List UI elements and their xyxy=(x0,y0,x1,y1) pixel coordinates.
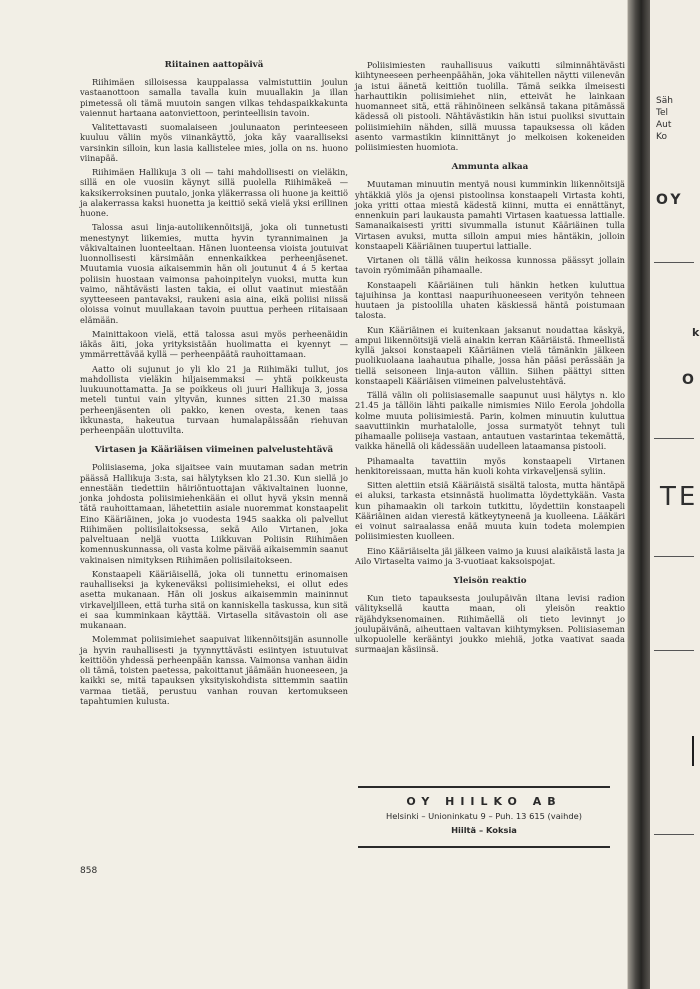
ad-products: Hiiltä – Koksia xyxy=(451,825,517,835)
page-gutter xyxy=(628,0,650,989)
paragraph: Pihamaalta tavattiin myös konstaapeli Virtanen henkitoreissaan, mutta hän kuoli kohta virkaveljensä syliin. xyxy=(355,455,625,476)
paragraph: Sitten alettiin etsiä Kääriäistä sisältä talosta, mutta häntäpä ei aluksi, tarkasta etsinnästä huolimatta löydettykään. Vasta kun pihamaakin oli tarkoin tutkittu, löydettiin konstaapeli Kääriäinen aidan vierestä kätkeytyneenä ja kuolleena. Lääkäri ei voinut sairaalassa enää muuta kuin todeta molempien poliisimiesten kuolleen. xyxy=(355,480,625,542)
ad-address: Helsinki – Unioninkatu 9 – Puh. 13 615 (vaihde) xyxy=(386,811,582,821)
paragraph: Riihimäen Hallikuja 3 oli — tahi mahdollisesti on vieläkin, sillä en ole vuosiin käynyt sillä puolella Riihimäkeä — kaksikerroksinen puutalo, jonka yläkerrassa oli huone ja keittiö ja alakerrassa kaksi huonetta ja keittiö sekä vielä yksi erillinen huone. xyxy=(80,167,348,218)
section-heading: Riitainen aattopäivä xyxy=(164,60,264,70)
paragraph: Mainittakoon vielä, että talossa asui myös perheenäidin iäkäs äiti, joka yrityksistään huolimatta ei kyennyt — ymmärrettävää kyllä — perheenpäätä rauhoittamaan. xyxy=(80,328,348,360)
adjacent-text-fragment: TE xyxy=(660,482,699,512)
right-column xyxy=(355,60,625,659)
adjacent-text-fragment: Säh xyxy=(656,96,673,106)
paragraph: Virtanen oli tällä välin heikossa kunnossa päässyt jollain tavoin ryömimään pihamaalle. xyxy=(355,255,625,276)
paragraph: Riihimäen silloisessa kauppalassa valmistuttiin joulun vastaanottoon samalla tavalla kuin muuallakin ja illan pimetessä oli tämä muutoin sangen vilkas tehdaspaikkakunta vaiennut hartaana aatonviettoon, perinteellisin tavoin. xyxy=(80,77,348,118)
paragraph: Konstaapeli Kääriäinen tuli hänkin hetken kuluttua tajuihinsa ja konttasi naapurihuoneeseen verityön tehneen huutaen ja pistoolilla uhaten käskiessä häntä poistumaan talosta. xyxy=(355,279,625,321)
adjacent-text-fragment: O xyxy=(682,372,694,388)
paragraph: Kun Kääriäinen ei kuitenkaan jaksanut noudattaa käskyä, ampui liikennöitsijä vielä ainakin kerran Kääriäistä. Ihmeellistä kyllä jaksoi konstaapeli Kääriäinen vielä tämänkin jälkeen puolikuolaana laahautua pihalle, jossa hän pääsi perässään ja tiellä seisoneen linja-auton välliin. Siihen päättyi sitten konstaapeli Kääriäisen viimeinen palvelustehtävä. xyxy=(355,324,625,386)
paragraph: Tällä välin oli poliisiasemalle saapunut uusi hälytys n. klo 21.45 ja tällöin lähti paikalle nimismies Niilo Eerola johdolla kolme muuta poliisimiestä. Parin, kolmen minuutin kuluttua saavuttiinkin murhatalolle, jossa surmatyöt tehnyt tuli pihamaalle poliiseja vastaan, antautuen vastarintaa tekemättä, vaikka hänellä oli kädessään uudelleen lataamansa pistooli. xyxy=(355,390,625,452)
adjacent-text-fragment: Ko xyxy=(656,132,667,142)
divider xyxy=(654,834,694,835)
divider xyxy=(654,262,694,263)
section-heading: Ammunta alkaa xyxy=(451,162,529,173)
paragraph: Konstaapeli Kääriäisellä, joka oli tunnettu erinomaisen rauhalliseksi ja kykeneväksi poliisimieheksi, ei ollut edes asetta mukanaan. Hän oli joskus aikaisemmin maininnut virkaveljilleen, että turha sitä on kanniskella taskussa, kun sitä ei saa kumminkaan käyttää. Virtasella sitävastoin oli ase mukanaan. xyxy=(80,568,348,630)
section-heading: Yleisön reaktio xyxy=(453,576,527,586)
section-heading: Virtasen ja Kääriäisen viimeinen palvelustehtävä xyxy=(94,445,334,456)
advertisement xyxy=(358,786,610,848)
adjacent-text-fragment: OY xyxy=(656,192,684,208)
paragraph: Valitettavasti suomalaiseen joulunaaton perinteeseen kuuluu väliin myös viinankäyttö, joka käy vaaralliseksi varsinkin silloin, kun lasia kallistelee mies, jolla on ns. huono viinapää. xyxy=(80,122,348,163)
adjacent-text-fragment: Tel xyxy=(656,108,669,118)
paragraph: Kun tieto tapauksesta joulupäivän iltana levisi radion välityksellä kautta maan, oli yleisön reaktio räjähdyksenomainen. Riihimäellä oli tieto levinnyt jo joulupäivänä, aiheuttaen valtavan kiihtymyksen. Poliisiaseman ulkopuolelle kerääntyi joukko miehiä, jotka vaativat saada surmaajan käsiinsä. xyxy=(355,593,625,655)
paragraph: Eino Kääriäiselta jäi jälkeen vaimo ja kuusi alaikäistä lasta ja Ailo Virtaselta vaimo ja 3-vuotiaat kaksoispojat. xyxy=(355,545,625,566)
divider xyxy=(654,438,694,439)
divider xyxy=(692,736,694,766)
page-number: 858 xyxy=(80,866,98,876)
divider xyxy=(654,650,694,651)
paragraph: Talossa asui linja-autoliikennöitsijä, joka oli tunnetusti menestynyt liikemies, mutta hyvin tyrannimainen ja väkivaltainen luonteeltaan. Hänen luonteensa vioista joutuivat luonnollisesti kärsimään ennenkaikkea perheenjäsenet. Muutamia vuosia aikaisemmin hän oli joutunut 4 á 5 kertaa poliisin huostaan vaimonsa pahoinpitelyn vuoksi, mutta kun vaimo, nähtävästi lasten takia, ei ollut vaatinut miestään syytteeseen pantavaksi, raukeni asia aina, eikä poliisi niissä oloissa voinut muullakaan tavoin puuttua perheen riitaisaan elämään. xyxy=(80,222,348,325)
paragraph: Poliisiasema, joka sijaitsee vain muutaman sadan metrin päässä Hallikuja 3:sta, sai hälytyksen klo 21.30. Kun siellä jo ennestään tiedettiin häiriöntuottajan väkivaltainen luonne, jonka johdosta poliisimiehenkään ei ollut hyvä yksin mennä tätä rauhoittamaan, lähetettiin asiale nuoremmat konstaapelit Eino Kääriäinen, joka jo vuodesta 1945 saakka oli palvellut Riihimäen poliisilaitoksessa, sekä Ailo Virtanen, joka palveltuaan neljä vuotta Liikkuvan Poliisin Riihimäen komennuskunnassa, oli vasta kolme päivää aikaisemmin saanut vakinaisen nimityksen Riihimäen poliisilaitokseen. xyxy=(80,462,348,565)
paragraph: Poliisimiesten rauhallisuus vaikutti silminnähtävästi kiihtyneeseen perheenpäähän, joka vähitellen näytti viilenevän ja istui äänetä keittiön tuolilla. Tämä seikka ilmeisesti harhauttikin poliisimiehet niin, etteivät he lainkaan huomanneet sitä, että rähinöineen selkänsä takana pitämässä kädessä oli pistooli. Nähtävästikin hän istui puoliksi sivuttain poliisimiehiin nähden, sillä muussa tapauksessa oli käden asento varmastikin kiinnittänyt jo melkoisen kokeneiden poliisimiesten huomiota. xyxy=(355,60,625,152)
left-column xyxy=(80,60,348,710)
paragraph: Molemmat poliisimiehet saapuivat liikennöitsijän asunnolle ja hyvin rauhallisesti ja tyynnyttävästi esiintyen istuutuivat keittiöön yhdessä perheenpään kanssa. Vaimonsa vanhan äidin oli tämä, toisten paetessa, pakoittanut jäämään huoneeseen, ja kaikki se, mitä tapauksen yksityiskohdista sittemmin saatiin varmaa tietää, perustuu vanhan rouvan kertomukseen tapahtumien kulusta. xyxy=(80,634,348,706)
paragraph: Muutaman minuutin mentyä nousi kumminkin liikennöitsijä yhtäkkiä ylös ja ojensi pistoolinsa konstaapeli Virtasta kohti, joka yritti ottaa miestä kädestä kiinni, mutta ei ennättänyt, ennenkuin pari laukausta pamahti Virtasen kaatuessa lattialle. Samanaikaisesti yritti sivummalla istunut Kääriäinen tulla Virtasen avuksi, mutta silloin ampui mies häntäkin, jolloin konstaapeli Kääriäinen tuupertui lattialle. xyxy=(355,179,625,251)
paragraph: Aatto oli sujunut jo yli klo 21 ja Riihimäki tullut, jos mahdollista vieläkin hiljaisemmaksi — yhtä poikkeusta luukuunottamatta. Ja se poikkeus oli juuri Hallikuja 3, jossa meteli tuntui vain yltyvän, kunnes sitten 21.30 maissa perheenjäsenten oli pakko, kenen ovesta, kenen taas ikkunasta, hakeutua turvaan humalapäissään riehuvan perheenpään ulottuvilta. xyxy=(80,363,348,435)
adjacent-page xyxy=(650,0,700,989)
adjacent-text-fragment: k xyxy=(692,326,700,339)
adjacent-text-fragment: Aut xyxy=(656,120,672,130)
ad-company-name: OY HIILKO AB xyxy=(406,795,562,808)
divider xyxy=(654,556,694,557)
